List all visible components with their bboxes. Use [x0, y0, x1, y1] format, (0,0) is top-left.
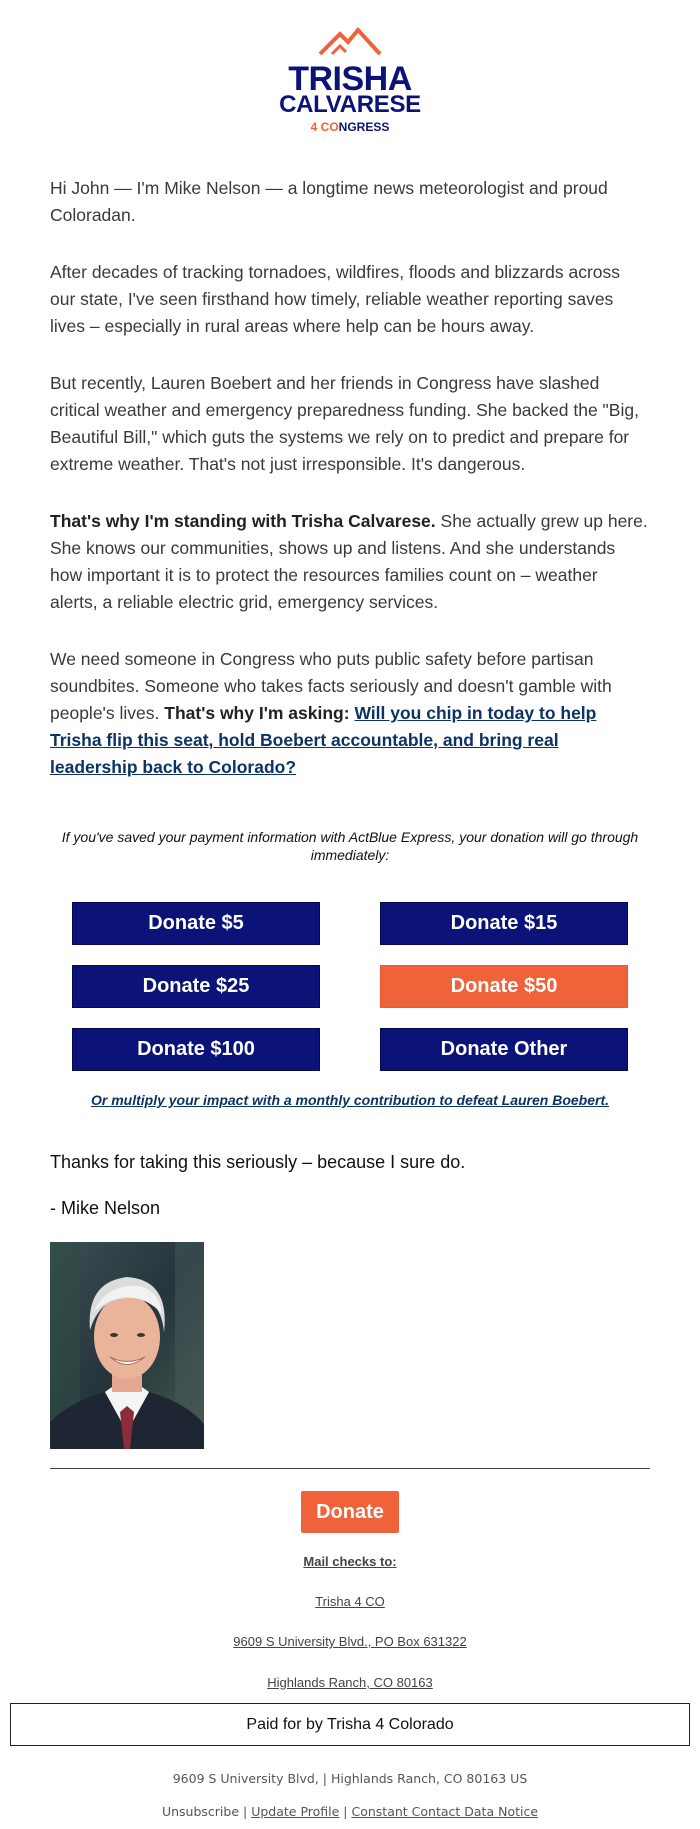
paragraph-standing	[50, 508, 650, 616]
donate-100-button[interactable]: Donate $100	[72, 1028, 320, 1071]
logo-prefix: 4	[310, 120, 321, 134]
email-body	[50, 175, 650, 811]
signature: - Mike Nelson	[50, 1198, 161, 1218]
monthly-contribution-link[interactable]: Or multiply your impact with a monthly contribution to defeat Lauren Boebert.	[90, 1092, 610, 1108]
update-profile-link[interactable]: Update Profile	[251, 1804, 340, 1819]
logo-line-congress	[0, 120, 700, 134]
paragraph-ask	[50, 646, 650, 781]
footer-separator: |	[239, 1804, 252, 1819]
portrait-illustration	[50, 1242, 204, 1449]
mail-checks-heading: Mail checks to:	[303, 1554, 397, 1569]
mike-nelson-photo	[50, 1242, 204, 1449]
mountain-peaks-icon	[318, 26, 382, 56]
ask-bold: That's why I'm asking:	[164, 703, 350, 723]
mail-address-street[interactable]: 9609 S University Blvd., PO Box 631322	[233, 1634, 467, 1649]
paid-for-text: Paid for by Trisha 4 Colorado	[246, 1715, 454, 1733]
logo-suffix: NGRESS	[338, 120, 390, 134]
footer-address: 9609 S University Blvd, | Highlands Ranch, CO 80163 US	[172, 1771, 528, 1786]
mail-address-name[interactable]: Trisha 4 CO	[315, 1594, 385, 1609]
campaign-logo[interactable]	[0, 22, 700, 132]
donate-other-button[interactable]: Donate Other	[380, 1028, 628, 1071]
logo-line-calvarese: CALVARESE	[279, 91, 421, 118]
ask-start: We need someone in Congress who puts public safety before partisan soundbites. Someone who takes facts seriously and doesn't gamble with people's lives.	[50, 649, 612, 723]
donate-button[interactable]: Donate	[301, 1491, 399, 1533]
actblue-note: If you've saved your payment information with ActBlue Express, your donation will go through immediately:	[61, 829, 639, 863]
logo-line-trisha: TRISHA	[288, 60, 412, 98]
paid-for-box	[10, 1703, 690, 1746]
donate-50-button[interactable]: Donate $50	[380, 965, 628, 1008]
thanks-text: Thanks for taking this seriously – because I sure do.	[50, 1152, 466, 1172]
donate-5-button[interactable]: Donate $5	[72, 902, 320, 945]
donate-25-button[interactable]: Donate $25	[72, 965, 320, 1008]
paragraph-greeting: Hi John — I'm Mike Nelson — a longtime news meteorologist and proud Coloradan.	[50, 178, 608, 225]
mail-address-city[interactable]: Highlands Ranch, CO 80163	[267, 1675, 433, 1690]
paragraph-background: After decades of tracking tornadoes, wildfires, floods and blizzards across our state, I've seen firsthand how timely, reliable weather reporting saves lives – especially in rural areas where help can be hours away.	[50, 262, 621, 336]
data-notice-link[interactable]: Constant Contact Data Notice	[351, 1804, 539, 1819]
divider	[50, 1468, 650, 1469]
paragraph-boebert: But recently, Lauren Boebert and her friends in Congress have slashed critical weather and emergency preparedness funding. She backed the "Big, Beautiful Bill," which guts the systems we rely on to predict and prepare for extreme weather. That's not just irresponsible. It's dangerous.	[50, 373, 639, 474]
standing-rest: She actually grew up here. She knows our communities, shows up and listens. And she understands how important it is to protect the resources families count on – weather alerts, a reliable electric grid, emergency services.	[50, 511, 648, 612]
footer-links	[0, 1804, 700, 1819]
logo-accent: CO	[320, 120, 339, 134]
donate-15-button[interactable]: Donate $15	[380, 902, 628, 945]
standing-bold: That's why I'm standing with Trisha Calvarese.	[50, 511, 436, 531]
chip-in-link[interactable]: Will you chip in today to help Trisha flip this seat, hold Boebert accountable, and bring real leadership back to Colorado?	[50, 703, 597, 777]
footer-separator: |	[339, 1804, 352, 1819]
unsubscribe-link[interactable]: Unsubscribe	[161, 1804, 240, 1819]
